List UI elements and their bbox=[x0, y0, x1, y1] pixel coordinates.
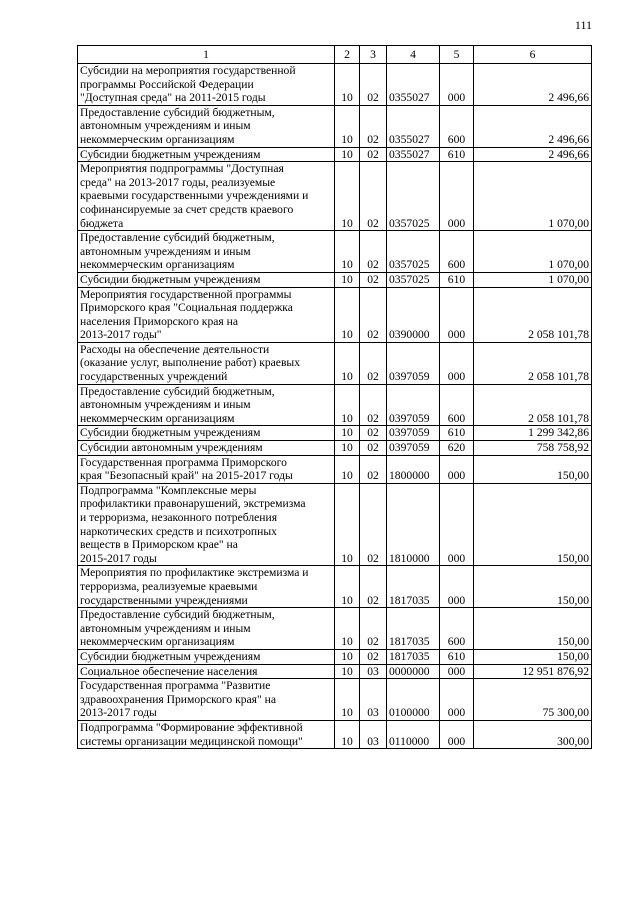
amount-cell: 150,00 bbox=[474, 649, 592, 664]
expense-type-cell: 610 bbox=[440, 649, 474, 664]
amount-cell: 2 496,66 bbox=[474, 64, 592, 106]
expense-type-cell: 000 bbox=[440, 664, 474, 679]
subsection-cell: 03 bbox=[360, 720, 387, 748]
subsection-cell: 02 bbox=[360, 147, 387, 162]
subsection-cell: 02 bbox=[360, 426, 387, 441]
expense-type-cell: 610 bbox=[440, 272, 474, 287]
table-row bbox=[78, 483, 592, 566]
row-name-cell: Подпрограмма "Комплексные меры профилактики правонарушений, экстремизма и терроризма, незаконного потребления наркотических средств и психотропных веществ в Приморском крае" на 2015-2017 годы bbox=[78, 483, 335, 566]
table-header-row bbox=[78, 46, 592, 64]
target-code-cell: 0100000 bbox=[387, 679, 440, 721]
row-name-cell: Мероприятия подпрограммы "Доступная среда" на 2013-2017 годы, реализуемые краевыми государственными учреждениями и софинансируемые за счет средств краевого бюджета bbox=[78, 162, 335, 231]
row-name-cell: Субсидии автономным учреждениям bbox=[78, 441, 335, 456]
row-name-cell: Предоставление субсидий бюджетным, автономным учреждениям и иным некоммерческим организациям bbox=[78, 231, 335, 273]
target-code-cell: 0397059 bbox=[387, 384, 440, 426]
row-name-cell: Государственная программа Приморского края "Безопасный край" на 2015-2017 годы bbox=[78, 455, 335, 483]
target-code-cell: 1817035 bbox=[387, 608, 440, 650]
target-code-cell: 0397059 bbox=[387, 342, 440, 384]
target-code-cell: 0355027 bbox=[387, 147, 440, 162]
subsection-cell: 02 bbox=[360, 287, 387, 342]
budget-table bbox=[77, 45, 592, 749]
amount-cell: 150,00 bbox=[474, 608, 592, 650]
subsection-cell: 02 bbox=[360, 441, 387, 456]
row-name-cell: Субсидии бюджетным учреждениям bbox=[78, 649, 335, 664]
table-row bbox=[78, 566, 592, 608]
row-name-cell: Предоставление субсидий бюджетным, автономным учреждениям и иным некоммерческим организациям bbox=[78, 105, 335, 147]
expense-type-cell: 000 bbox=[440, 455, 474, 483]
section-cell: 10 bbox=[335, 105, 360, 147]
expense-type-cell: 600 bbox=[440, 384, 474, 426]
table-row bbox=[78, 720, 592, 748]
row-name-cell: Субсидии бюджетным учреждениям bbox=[78, 426, 335, 441]
subsection-cell: 02 bbox=[360, 64, 387, 106]
section-cell: 10 bbox=[335, 608, 360, 650]
column-header: 1 bbox=[78, 46, 335, 64]
table-row bbox=[78, 287, 592, 342]
subsection-cell: 02 bbox=[360, 342, 387, 384]
table-row bbox=[78, 384, 592, 426]
row-name-cell: Субсидии бюджетным учреждениям bbox=[78, 272, 335, 287]
table-row bbox=[78, 64, 592, 106]
expense-type-cell: 600 bbox=[440, 608, 474, 650]
table-row bbox=[78, 664, 592, 679]
subsection-cell: 02 bbox=[360, 231, 387, 273]
subsection-cell: 02 bbox=[360, 272, 387, 287]
row-name-cell: Подпрограмма "Формирование эффективной системы организации медицинской помощи" bbox=[78, 720, 335, 748]
subsection-cell: 02 bbox=[360, 566, 387, 608]
target-code-cell: 0390000 bbox=[387, 287, 440, 342]
amount-cell: 2 496,66 bbox=[474, 105, 592, 147]
column-header: 2 bbox=[335, 46, 360, 64]
subsection-cell: 02 bbox=[360, 483, 387, 566]
amount-cell: 1 070,00 bbox=[474, 162, 592, 231]
section-cell: 10 bbox=[335, 483, 360, 566]
amount-cell: 2 058 101,78 bbox=[474, 342, 592, 384]
section-cell: 10 bbox=[335, 679, 360, 721]
row-name-cell: Социальное обеспечение населения bbox=[78, 664, 335, 679]
section-cell: 10 bbox=[335, 566, 360, 608]
section-cell: 10 bbox=[335, 649, 360, 664]
expense-type-cell: 000 bbox=[440, 720, 474, 748]
section-cell: 10 bbox=[335, 162, 360, 231]
amount-cell: 300,00 bbox=[474, 720, 592, 748]
subsection-cell: 02 bbox=[360, 649, 387, 664]
target-code-cell: 0397059 bbox=[387, 441, 440, 456]
target-code-cell: 1817035 bbox=[387, 566, 440, 608]
row-name-cell: Расходы на обеспечение деятельности (оказание услуг, выполнение работ) краевых государственных учреждений bbox=[78, 342, 335, 384]
subsection-cell: 02 bbox=[360, 608, 387, 650]
amount-cell: 1 070,00 bbox=[474, 272, 592, 287]
table-row bbox=[78, 342, 592, 384]
table-row bbox=[78, 162, 592, 231]
subsection-cell: 02 bbox=[360, 105, 387, 147]
target-code-cell: 0110000 bbox=[387, 720, 440, 748]
column-header: 6 bbox=[474, 46, 592, 64]
subsection-cell: 02 bbox=[360, 455, 387, 483]
row-name-cell: Субсидии бюджетным учреждениям bbox=[78, 147, 335, 162]
section-cell: 10 bbox=[335, 720, 360, 748]
expense-type-cell: 000 bbox=[440, 566, 474, 608]
section-cell: 10 bbox=[335, 441, 360, 456]
target-code-cell: 0355027 bbox=[387, 105, 440, 147]
subsection-cell: 03 bbox=[360, 679, 387, 721]
subsection-cell: 03 bbox=[360, 664, 387, 679]
target-code-cell: 0397059 bbox=[387, 426, 440, 441]
expense-type-cell: 000 bbox=[440, 679, 474, 721]
column-header: 4 bbox=[387, 46, 440, 64]
table-row bbox=[78, 441, 592, 456]
amount-cell: 758 758,92 bbox=[474, 441, 592, 456]
expense-type-cell: 610 bbox=[440, 147, 474, 162]
expense-type-cell: 620 bbox=[440, 441, 474, 456]
amount-cell: 12 951 876,92 bbox=[474, 664, 592, 679]
section-cell: 10 bbox=[335, 664, 360, 679]
target-code-cell: 1800000 bbox=[387, 455, 440, 483]
section-cell: 10 bbox=[335, 272, 360, 287]
amount-cell: 2 058 101,78 bbox=[474, 384, 592, 426]
section-cell: 10 bbox=[335, 384, 360, 426]
section-cell: 10 bbox=[335, 64, 360, 106]
section-cell: 10 bbox=[335, 231, 360, 273]
expense-type-cell: 000 bbox=[440, 342, 474, 384]
amount-cell: 2 058 101,78 bbox=[474, 287, 592, 342]
subsection-cell: 02 bbox=[360, 162, 387, 231]
column-header: 5 bbox=[440, 46, 474, 64]
amount-cell: 150,00 bbox=[474, 566, 592, 608]
expense-type-cell: 000 bbox=[440, 162, 474, 231]
row-name-cell: Предоставление субсидий бюджетным, автономным учреждениям и иным некоммерческим организациям bbox=[78, 608, 335, 650]
amount-cell: 150,00 bbox=[474, 483, 592, 566]
table-row bbox=[78, 455, 592, 483]
expense-type-cell: 000 bbox=[440, 64, 474, 106]
page-number: 111 bbox=[574, 18, 592, 32]
expense-type-cell: 000 bbox=[440, 287, 474, 342]
target-code-cell: 0357025 bbox=[387, 272, 440, 287]
table-row bbox=[78, 426, 592, 441]
target-code-cell: 1810000 bbox=[387, 483, 440, 566]
row-name-cell: Государственная программа "Развитие здравоохранения Приморского края" на 2013-2017 годы bbox=[78, 679, 335, 721]
section-cell: 10 bbox=[335, 287, 360, 342]
column-header: 3 bbox=[360, 46, 387, 64]
expense-type-cell: 600 bbox=[440, 231, 474, 273]
table-row bbox=[78, 679, 592, 721]
section-cell: 10 bbox=[335, 147, 360, 162]
expense-type-cell: 600 bbox=[440, 105, 474, 147]
row-name-cell: Мероприятия по профилактике экстремизма и терроризма, реализуемые краевыми государственными учреждениями bbox=[78, 566, 335, 608]
section-cell: 10 bbox=[335, 426, 360, 441]
target-code-cell: 0355027 bbox=[387, 64, 440, 106]
target-code-cell: 0000000 bbox=[387, 664, 440, 679]
expense-type-cell: 610 bbox=[440, 426, 474, 441]
target-code-cell: 0357025 bbox=[387, 162, 440, 231]
section-cell: 10 bbox=[335, 455, 360, 483]
table-row bbox=[78, 231, 592, 273]
expense-type-cell: 000 bbox=[440, 483, 474, 566]
table-row bbox=[78, 649, 592, 664]
table-row bbox=[78, 272, 592, 287]
section-cell: 10 bbox=[335, 342, 360, 384]
table-row bbox=[78, 608, 592, 650]
amount-cell: 150,00 bbox=[474, 455, 592, 483]
row-name-cell: Мероприятия государственной программы Приморского края "Социальная поддержка населения Приморского края на 2013-2017 годы" bbox=[78, 287, 335, 342]
amount-cell: 1 070,00 bbox=[474, 231, 592, 273]
row-name-cell: Субсидии на мероприятия государственной программы Российской Федерации "Доступная среда" на 2011-2015 годы bbox=[78, 64, 335, 106]
amount-cell: 2 496,66 bbox=[474, 147, 592, 162]
subsection-cell: 02 bbox=[360, 384, 387, 426]
table-row bbox=[78, 147, 592, 162]
table-row bbox=[78, 105, 592, 147]
target-code-cell: 1817035 bbox=[387, 649, 440, 664]
row-name-cell: Предоставление субсидий бюджетным, автономным учреждениям и иным некоммерческим организациям bbox=[78, 384, 335, 426]
amount-cell: 75 300,00 bbox=[474, 679, 592, 721]
target-code-cell: 0357025 bbox=[387, 231, 440, 273]
amount-cell: 1 299 342,86 bbox=[474, 426, 592, 441]
